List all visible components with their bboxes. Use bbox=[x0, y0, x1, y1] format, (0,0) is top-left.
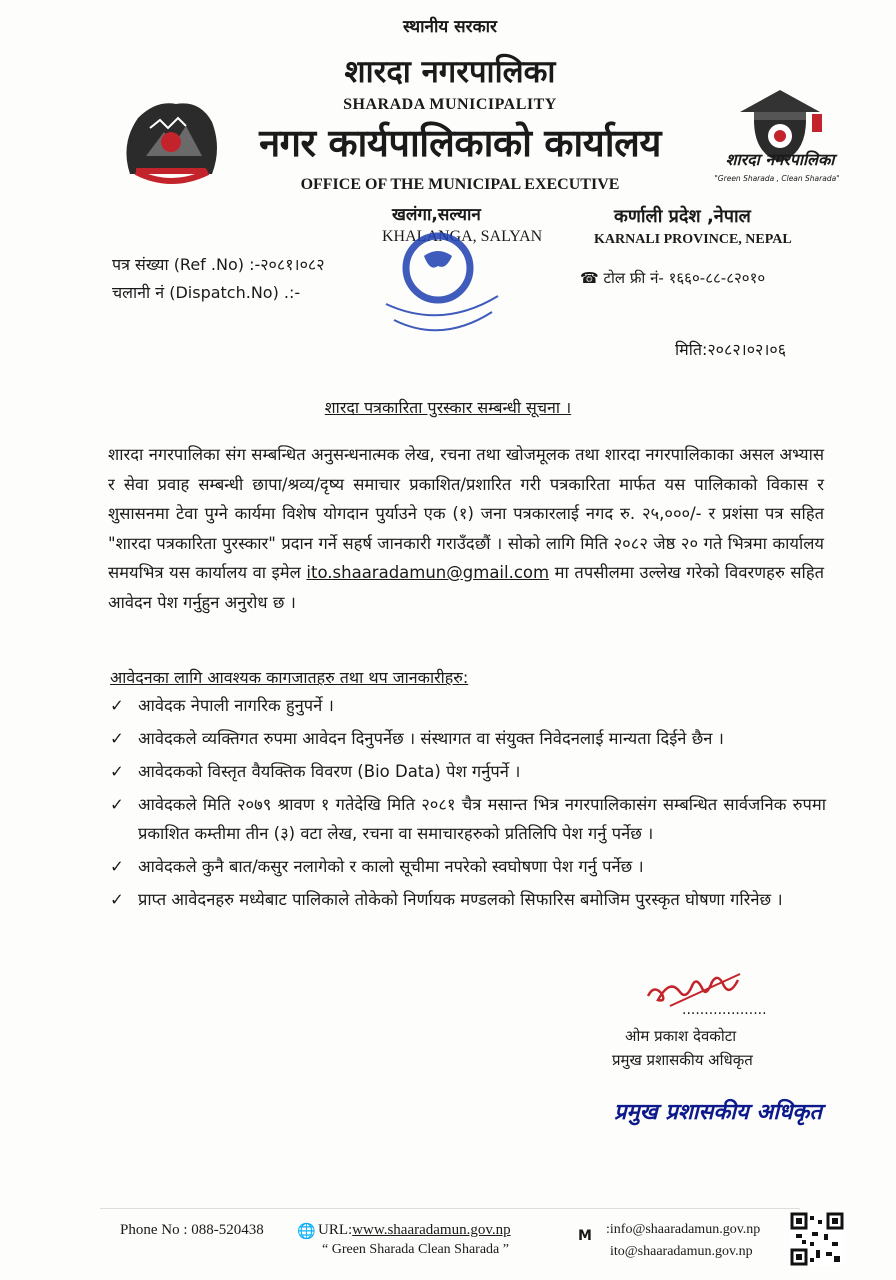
qr-code-icon bbox=[790, 1212, 844, 1266]
footer-email-info[interactable]: :info@shaaradamun.gov.np bbox=[606, 1222, 761, 1237]
list-item bbox=[108, 790, 826, 848]
requirements-list bbox=[108, 691, 826, 918]
body-text-part1: शारदा नगरपालिका संग सम्बन्धित अनुसन्धनात्मक लेख, रचना तथा खोजमूलक तथा शारदा नगरपालिकाका असल अभ्यास र सेवा प्रवाह सम्बन्धी छापा/श्रव्य/दृष्य समाचार प्रकाशित/प्रशारित गरी पत्रकारिता मार्फत यस पालिकाको विकास र शुसासनमा टेवा पुग्ने कार्यमा विशेष योगदान पुर्याउने एक (१) जना पत्रकारलाई नगद रु. २५,०००/- र प्रशंसा पत्र सहित "शारदा पत्रकारिता पुरस्कार" प्रदान गर्ने सहर्ष जानकारी गराउँदछौं । सोको लागि मिति २०८२ जेष्ठ २० गते भित्रमा कार्यालय समयभित्र यस कार्यालय वा इमेल bbox=[108, 445, 824, 582]
signatory-stamp: प्रमुख प्रशासकीय अधिकृत bbox=[614, 1100, 822, 1125]
requirements-heading: आवेदनका लागि आवश्यक कागजातहरु तथा थप जानकारीहरु: bbox=[110, 668, 469, 687]
check-icon: ✓ bbox=[110, 762, 124, 781]
body-text-part2: मा तपसीलमा उल्लेख गरेको विवरणहरु सहित आवेदन पेश गर्नुहुन अनुरोध छ । bbox=[108, 563, 824, 612]
office-stamp-icon bbox=[372, 226, 512, 350]
signature-dots: ................... bbox=[682, 1002, 767, 1018]
toll-free-number: टोल फ्री नं- १६६०-८८-८२०१० bbox=[603, 269, 766, 287]
check-icon: ✓ bbox=[110, 890, 124, 909]
check-icon: ✓ bbox=[110, 696, 124, 715]
dispatch-number: चलानी नं (Dispatch.No) .:- bbox=[112, 283, 301, 302]
application-email-link[interactable]: ito.shaaradamun@gmail.com bbox=[306, 563, 550, 582]
list-item bbox=[108, 885, 826, 914]
footer-email-ito[interactable]: ito@shaaradamun.gov.np bbox=[610, 1244, 753, 1259]
requirement-text: आवेदक नेपाली नागरिक हुनुपर्ने । bbox=[138, 696, 334, 715]
signatory-title: प्रमुख प्रशासकीय अधिकृत bbox=[612, 1051, 753, 1069]
office-name-np: नगर कार्यपालिकाको कार्यालय bbox=[259, 121, 661, 165]
notice-date: मिति:२०८२।०२।०६ bbox=[675, 340, 787, 359]
footer-url bbox=[318, 1222, 511, 1239]
location-en: KHALANGA, SALYAN bbox=[382, 228, 543, 245]
requirement-text: आवेदकले कुनै बात/कसुर नलागेको र कालो सूचीमा नपरेको स्वघोषणा पेश गर्नु पर्नेछ । bbox=[138, 857, 644, 876]
municipality-name-en: SHARADA MUNICIPALITY bbox=[343, 96, 557, 113]
phone-icon: ☎ bbox=[580, 269, 599, 287]
notice-subject: शारदा पत्रकारिता पुरस्कार सम्बन्धी सूचना । bbox=[324, 398, 572, 417]
logo-text: शारदा नगरपालिका bbox=[725, 150, 835, 169]
footer-slogan: “ Green Sharada Clean Sharada ” bbox=[322, 1242, 509, 1257]
requirement-text: प्राप्त आवेदनहरु मध्येबाट पालिकाले तोकेको निर्णायक मण्डलको सिफारिस बमोजिम पुरस्कृत घोषणा गरिनेछ । bbox=[138, 890, 783, 909]
notice-body bbox=[108, 440, 824, 617]
list-item bbox=[108, 724, 826, 753]
signatory-name: ओम प्रकाश देवकोटा bbox=[625, 1027, 737, 1045]
reference-number: पत्र संख्या (Ref .No) :-२०८१।०८२ bbox=[112, 255, 325, 274]
logo-caption: "Green Sharada , Clean Sharada" bbox=[714, 174, 840, 183]
requirement-text: आवेदकले मिति २०७९ श्रावण १ गतेदेखि मिति २०८१ चैत्र मसान्त भित्र नगरपालिकासंग सम्बन्धित सार्वजनिक रुपमा प्रकाशित कम्तीमा तीन (३) वटा लेख, रचना वा समाचारहरुको प्रतिलिपि पेश गर्नु पर्नेछ । bbox=[138, 795, 826, 843]
mail-icon: M bbox=[578, 1228, 592, 1244]
requirement-text: आवेदकले व्यक्तिगत रुपमा आवेदन दिनुपर्नेछ । संस्थागत वा संयुक्त निवेदनलाई मान्यता दिईने छैन । bbox=[138, 729, 724, 748]
toll-free bbox=[580, 268, 765, 288]
location-np: खलंगा,सल्यान bbox=[392, 205, 481, 225]
nepal-emblem-icon bbox=[116, 92, 226, 192]
local-government-label: स्थानीय सरकार bbox=[402, 17, 497, 37]
list-item bbox=[108, 852, 826, 881]
website-link[interactable]: www.shaaradamun.gov.np bbox=[352, 1222, 511, 1238]
check-icon: ✓ bbox=[110, 857, 124, 876]
province-en: KARNALI PROVINCE, NEPAL bbox=[594, 232, 792, 247]
check-icon: ✓ bbox=[110, 795, 124, 814]
province-np: कर्णाली प्रदेश ,नेपाल bbox=[614, 206, 751, 227]
footer-phone: Phone No : 088-520438 bbox=[120, 1222, 264, 1238]
footer-divider bbox=[100, 1208, 800, 1209]
list-item bbox=[108, 757, 826, 786]
url-label: URL: bbox=[318, 1222, 353, 1238]
municipality-name-np: शारदा नगरपालिका bbox=[344, 54, 556, 90]
check-icon: ✓ bbox=[110, 729, 124, 748]
globe-icon: 🌐 bbox=[297, 1222, 316, 1240]
requirement-text: आवेदकको विस्तृत वैयक्तिक विवरण (Bio Data) पेश गर्नुपर्ने । bbox=[138, 762, 521, 781]
office-name-en: OFFICE OF THE MUNICIPAL EXECUTIVE bbox=[300, 176, 620, 193]
list-item bbox=[108, 691, 826, 720]
